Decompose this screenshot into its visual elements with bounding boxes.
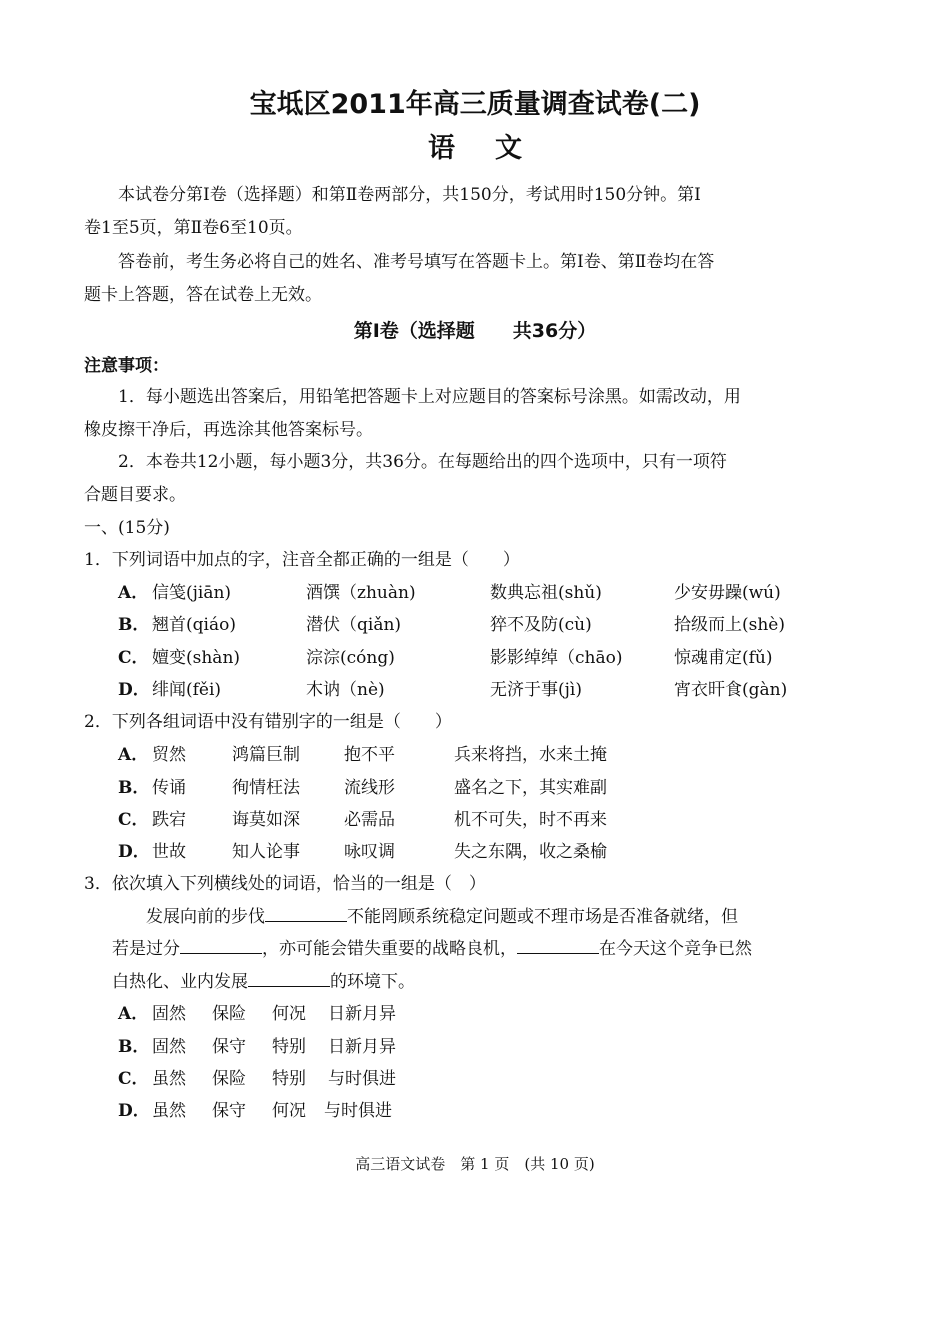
option-item: 潜伏（qiǎn) xyxy=(306,615,402,635)
option-item: 惊魂甫定(fǔ) xyxy=(674,648,773,668)
option-item: 与时俱进 xyxy=(324,1101,392,1121)
fill-blank-4 xyxy=(248,970,330,987)
option-item: 世故 xyxy=(152,842,186,862)
option-item: 特别 xyxy=(272,1069,306,1089)
option-item: 少安毋躁(wú) xyxy=(674,583,781,603)
option-item: 保险 xyxy=(212,1004,246,1024)
option-label: D． xyxy=(118,842,150,862)
option-item: 影影绰绰（chāo) xyxy=(490,648,623,668)
question-3-passage-line-3 xyxy=(112,970,415,993)
option-item: 猝不及防(cù) xyxy=(490,615,592,635)
question-2-stem: 2．下列各组词语中没有错别字的一组是（ ） xyxy=(84,712,452,732)
fill-blank-3 xyxy=(517,937,599,954)
option-label: B． xyxy=(118,1037,150,1057)
option-item: 虽然 xyxy=(152,1101,186,1121)
option-item: 木讷（nè) xyxy=(306,680,385,700)
passage-text: 不能罔顾系统稳定问题或不理市场是否准备就绪，但 xyxy=(347,907,738,927)
option-item: 固然 xyxy=(152,1004,186,1024)
intro-paragraph-1-line-2: 卷1至5页，第Ⅱ卷6至10页。 xyxy=(84,218,303,238)
question-3-stem: 3．依次填入下列横线处的词语，恰当的一组是（ ） xyxy=(84,874,486,894)
question-3-passage-line-2 xyxy=(112,937,752,960)
intro-paragraph-1-line-1: 本试卷分第Ⅰ卷（选择题）和第Ⅱ卷两部分，共150分，考试用时150分钟。第Ⅰ xyxy=(118,185,701,205)
option-item: 信笺(jiān) xyxy=(152,583,232,603)
notes-heading: 注意事项： xyxy=(84,356,169,376)
option-item: 日新月异 xyxy=(328,1037,396,1057)
option-item: 固然 xyxy=(152,1037,186,1057)
note-1-line-1: 1．每小题选出答案后，用铅笔把答题卡上对应题目的答案标号涂黑。如需改动，用 xyxy=(118,387,741,407)
option-label: A． xyxy=(118,583,149,603)
option-item: 咏叹调 xyxy=(344,842,395,862)
option-label: A． xyxy=(118,1004,149,1024)
option-item: 鸿篇巨制 xyxy=(232,745,300,765)
option-item: 虽然 xyxy=(152,1069,186,1089)
section-title: 第Ⅰ卷（选择题 共36分） xyxy=(353,320,597,342)
intro-paragraph-2-line-1: 答卷前，考生务必将自己的姓名、准考号填写在答题卡上。第Ⅰ卷、第Ⅱ卷均在答 xyxy=(118,252,715,272)
passage-text: 的环境下。 xyxy=(330,972,415,992)
option-item: 诲莫如深 xyxy=(232,810,300,830)
note-2-line-2: 合题目要求。 xyxy=(84,485,186,505)
note-2-line-1: 2．本卷共12小题，每小题3分，共36分。在每题给出的四个选项中，只有一项符 xyxy=(118,452,727,472)
note-1-line-2: 橡皮擦干净后，再选涂其他答案标号。 xyxy=(84,420,373,440)
option-item: 流线形 xyxy=(344,778,395,798)
exam-title: 宝坻区2011年高三质量调查试卷(二) xyxy=(249,89,701,120)
option-item: 拾级而上(shè) xyxy=(674,615,785,635)
option-item: 何况 xyxy=(272,1004,306,1024)
option-item: 徇情枉法 xyxy=(232,778,300,798)
option-item: 无济于事(jì) xyxy=(490,680,582,700)
option-item: 保险 xyxy=(212,1069,246,1089)
subject-title: 语文 xyxy=(428,133,562,164)
option-item: 翘首(qiáo) xyxy=(152,615,236,635)
passage-text: 在今天这个竞争已然 xyxy=(599,939,752,959)
option-item: 特别 xyxy=(272,1037,306,1057)
option-item: 知人论事 xyxy=(232,842,300,862)
option-item: 兵来将挡，水来土掩 xyxy=(454,745,607,765)
option-item: 机不可失，时不再来 xyxy=(454,810,607,830)
option-item: 酒馔（zhuàn) xyxy=(306,583,416,603)
option-item: 何况 xyxy=(272,1101,306,1121)
option-label: B． xyxy=(118,615,150,635)
option-item: 抱不平 xyxy=(344,745,395,765)
option-label: C． xyxy=(118,1069,149,1089)
option-label: B． xyxy=(118,778,150,798)
option-item: 宵衣旰食(gàn) xyxy=(674,680,788,700)
passage-text: 若是过分 xyxy=(112,939,180,959)
option-label: C． xyxy=(118,648,149,668)
fill-blank-2 xyxy=(180,937,262,954)
option-item: 保守 xyxy=(212,1101,246,1121)
option-item: 日新月异 xyxy=(328,1004,396,1024)
option-item: 绯闻(fěi) xyxy=(152,680,222,700)
option-item: 嬗变(shàn) xyxy=(152,648,241,668)
question-1-stem: 1．下列词语中加点的字，注音全都正确的一组是（ ） xyxy=(84,550,520,570)
fill-blank-1 xyxy=(265,905,347,922)
intro-paragraph-2-line-2: 题卡上答题，答在试卷上无效。 xyxy=(84,285,322,305)
option-label: D． xyxy=(118,680,150,700)
option-item: 贸然 xyxy=(152,745,186,765)
passage-text: 发展向前的步伐 xyxy=(146,907,265,927)
option-label: D． xyxy=(118,1101,150,1121)
passage-text: 白热化、业内发展 xyxy=(112,972,248,992)
option-item: 盛名之下，其实难副 xyxy=(454,778,607,798)
option-item: 失之东隅，收之桑榆 xyxy=(454,842,607,862)
option-item: 传诵 xyxy=(152,778,186,798)
passage-text: ，亦可能会错失重要的战略良机， xyxy=(262,939,517,959)
option-item: 与时俱进 xyxy=(328,1069,396,1089)
option-item: 必需品 xyxy=(344,810,395,830)
option-label: C． xyxy=(118,810,149,830)
option-item: 保守 xyxy=(212,1037,246,1057)
part-one-heading: 一、(15分) xyxy=(84,518,170,538)
page-footer: 高三语文试卷 第 1 页 (共 10 页) xyxy=(355,1155,595,1173)
option-item: 跌宕 xyxy=(152,810,186,830)
option-item: 淙淙(cóng) xyxy=(306,648,395,668)
question-3-passage-line-1 xyxy=(146,905,738,928)
option-item: 数典忘祖(shǔ) xyxy=(490,583,602,603)
option-label: A． xyxy=(118,745,149,765)
